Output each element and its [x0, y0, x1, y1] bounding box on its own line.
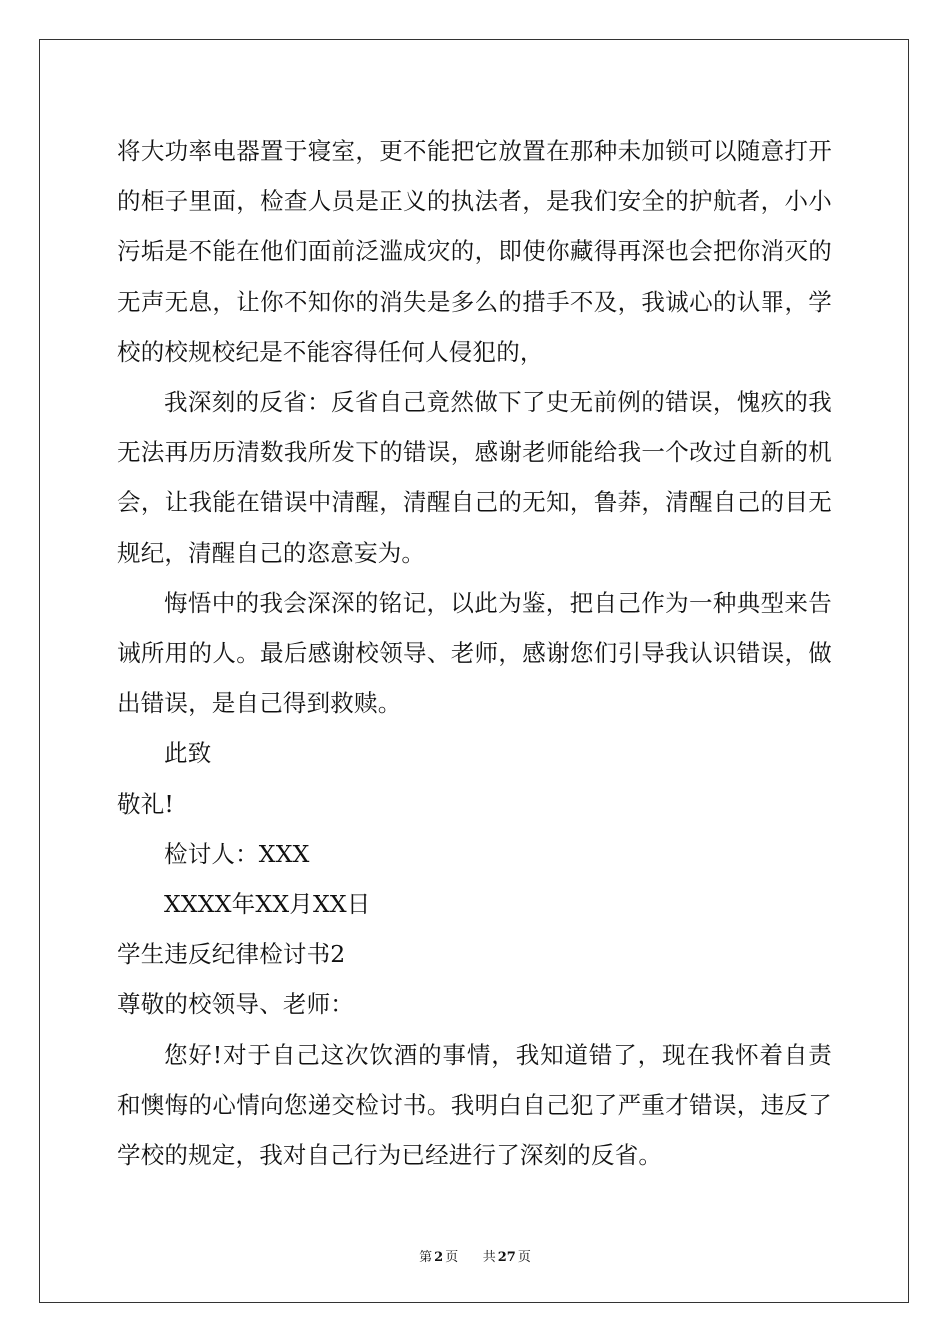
- total-pages: 27: [497, 1250, 516, 1265]
- closing-salutation: 此致: [164, 739, 212, 768]
- page-prefix: 第: [419, 1250, 433, 1265]
- page-footer: [0, 1246, 950, 1265]
- paragraph-1: 将大功率电器置于寝室，更不能把它放置在那种未加锁可以随意打开的柜子里面，检查人员是正义的执法者，是我们安全的护航者，小小污垢是不能在他们面前泛滥成灾的，即使你藏得再深也会把你消灭的无声无息，让你不知你的消失是多么的措手不及，我诚心的认罪，学校的校规校纪是不能容得任何人侵犯的，: [117, 137, 832, 366]
- total-indicator: [481, 1250, 533, 1265]
- total-suffix: 页: [517, 1250, 531, 1265]
- total-prefix: 共: [482, 1250, 496, 1265]
- section-heading: 学生违反纪律检讨书2: [117, 940, 346, 969]
- paragraph-3: 悔悟中的我会深深的铭记，以此为鉴，把自己作为一种典型来告诫所用的人。最后感谢校领导、老师，感谢您们引导我认识错误，做出错误，是自己得到救赎。: [117, 588, 832, 718]
- paragraph-4: 您好!对于自己这次饮酒的事情，我知道错了，现在我怀着自责和懊悔的心情向您递交检讨书。我明白自己犯了严重才错误，违反了学校的规定，我对自己行为已经进行了深刻的反省。: [117, 1040, 832, 1170]
- page-indicator: [417, 1250, 460, 1265]
- paragraph-2: 我深刻的反省：反省自己竟然做下了史无前例的错误，愧疚的我无法再历历清数我所发下的错误，感谢老师能给我一个改过自新的机会，让我能在错误中清醒，清醒自己的无知，鲁莽，清醒自己的目无规纪，清醒自己的恣意妄为。: [117, 388, 832, 567]
- closing-respect: 敬礼!: [117, 789, 175, 818]
- date-line: XXXX年XX月XX日: [164, 890, 371, 919]
- greeting-line: 尊敬的校领导、老师：: [117, 990, 354, 1019]
- document-body: [117, 126, 832, 1180]
- page-number: 2: [434, 1250, 444, 1265]
- signature-line: 检讨人：XXX: [164, 839, 310, 868]
- page-suffix: 页: [445, 1250, 459, 1265]
